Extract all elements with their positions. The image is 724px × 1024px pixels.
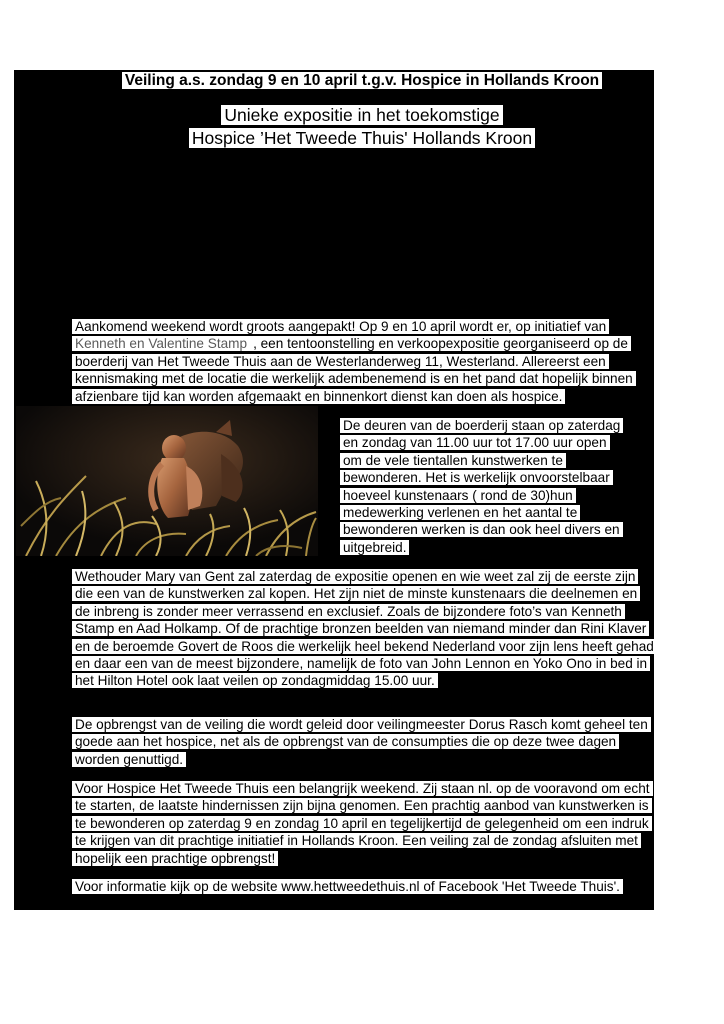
headline-text: Veiling a.s. zondag 9 en 10 april t.g.v. Hospice in Hollands Kroon	[122, 72, 602, 89]
paragraph-proceeds-text: De opbrengst van de veiling die wordt geleid door veilingmeester Dorus Rasch komt geheel ten goede aan het hospice, net als de opbrengst van de consumpties die op deze twee dagen worden genuttigd.	[72, 717, 651, 767]
paragraph-info	[72, 878, 656, 895]
opening-hours-paragraph	[340, 417, 626, 556]
paragraph-info-text: Voor informatie kijk op de website www.hettweedethuis.nl of Facebook 'Het Tweede Thuis'.	[72, 879, 623, 894]
intro-text-2: , een tentoonstelling en verkoopexpositie georganiseerd op de boerderij van Het Tweede Thuis aan de Westerlanderweg 11, Westerland. Allereerst een kennismaking met de locatie die werkelijk adembenemend is en het pand dat hopelijk binnen afzienbare tijd kan worden afgemaakt en binnenkort dienst kan doen als hospice.	[72, 336, 636, 403]
subheadline-line-1: Unieke expositie in het toekomstige	[221, 105, 502, 125]
intro-text-1: Aankomend weekend wordt groots aangepakt! Op 9 en 10 april wordt er, op initiatief van	[72, 319, 609, 334]
paragraph-proceeds	[72, 716, 656, 768]
paragraph-weekend-text: Voor Hospice Het Tweede Thuis een belangrijk weekend. Zij staan nl. op de vooravond om echt te starten, de laatste hindernissen zijn bijna genomen. Een prachtig aanbod van kunstwerken is te bewonderen op zaterdag 9 en zondag 10 april en tegelijkertijd de gelegenheid om een indruk te krijgen van dit prachtige initiatief in Hollands Kroon. Een veiling zal de zondag afsluiten met hopelijk een prachtige opbrengst!	[72, 781, 653, 866]
organizer-names: Kenneth en Valentine Stamp	[72, 336, 250, 351]
opening-hours-text: De deuren van de boerderij staan op zaterdag en zondag van 11.00 uur tot 17.00 uur open om de vele tientallen kunstwerken te bewonderen. Het is werkelijk onvoorstelbaar hoeveel kunstenaars ( rond de 30)hun medewerking verlenen en het aantal te bewonderen werken is dan ook heel divers en uitgebreid.	[340, 418, 623, 555]
subheadline	[0, 104, 724, 150]
intro-paragraph	[72, 318, 656, 405]
sculpture-photo	[16, 406, 318, 556]
paragraph-weekend	[72, 780, 656, 867]
paragraph-opening	[72, 568, 656, 690]
subheadline-line-2: Hospice ’Het Tweede Thuis' Hollands Kroon	[189, 128, 535, 148]
paragraph-opening-text: Wethouder Mary van Gent zal zaterdag de expositie openen en wie weet zal zij de eerste zijn die een van de kunstwerken zal kopen. Het zijn niet de minste kunstenaars die deelnemen en de inbreng is zonder meer verrassend en exclusief. Zoals de bijzondere foto’s van Kenneth Stamp en Aad Holkamp. Of de prachtige bronzen beelden van niemand minder dan Rini Klaver en de beroemde Govert de Roos die werkelijk heel bekend Nederland voor zijn lens heeft gehad en daar een van de meest bijzondere, namelijk de foto van John Lennon en Yoko Ono in bed in het Hilton Hotel ook laat veilen op zondagmiddag 15.00 uur.	[72, 569, 657, 688]
headline	[0, 70, 724, 92]
